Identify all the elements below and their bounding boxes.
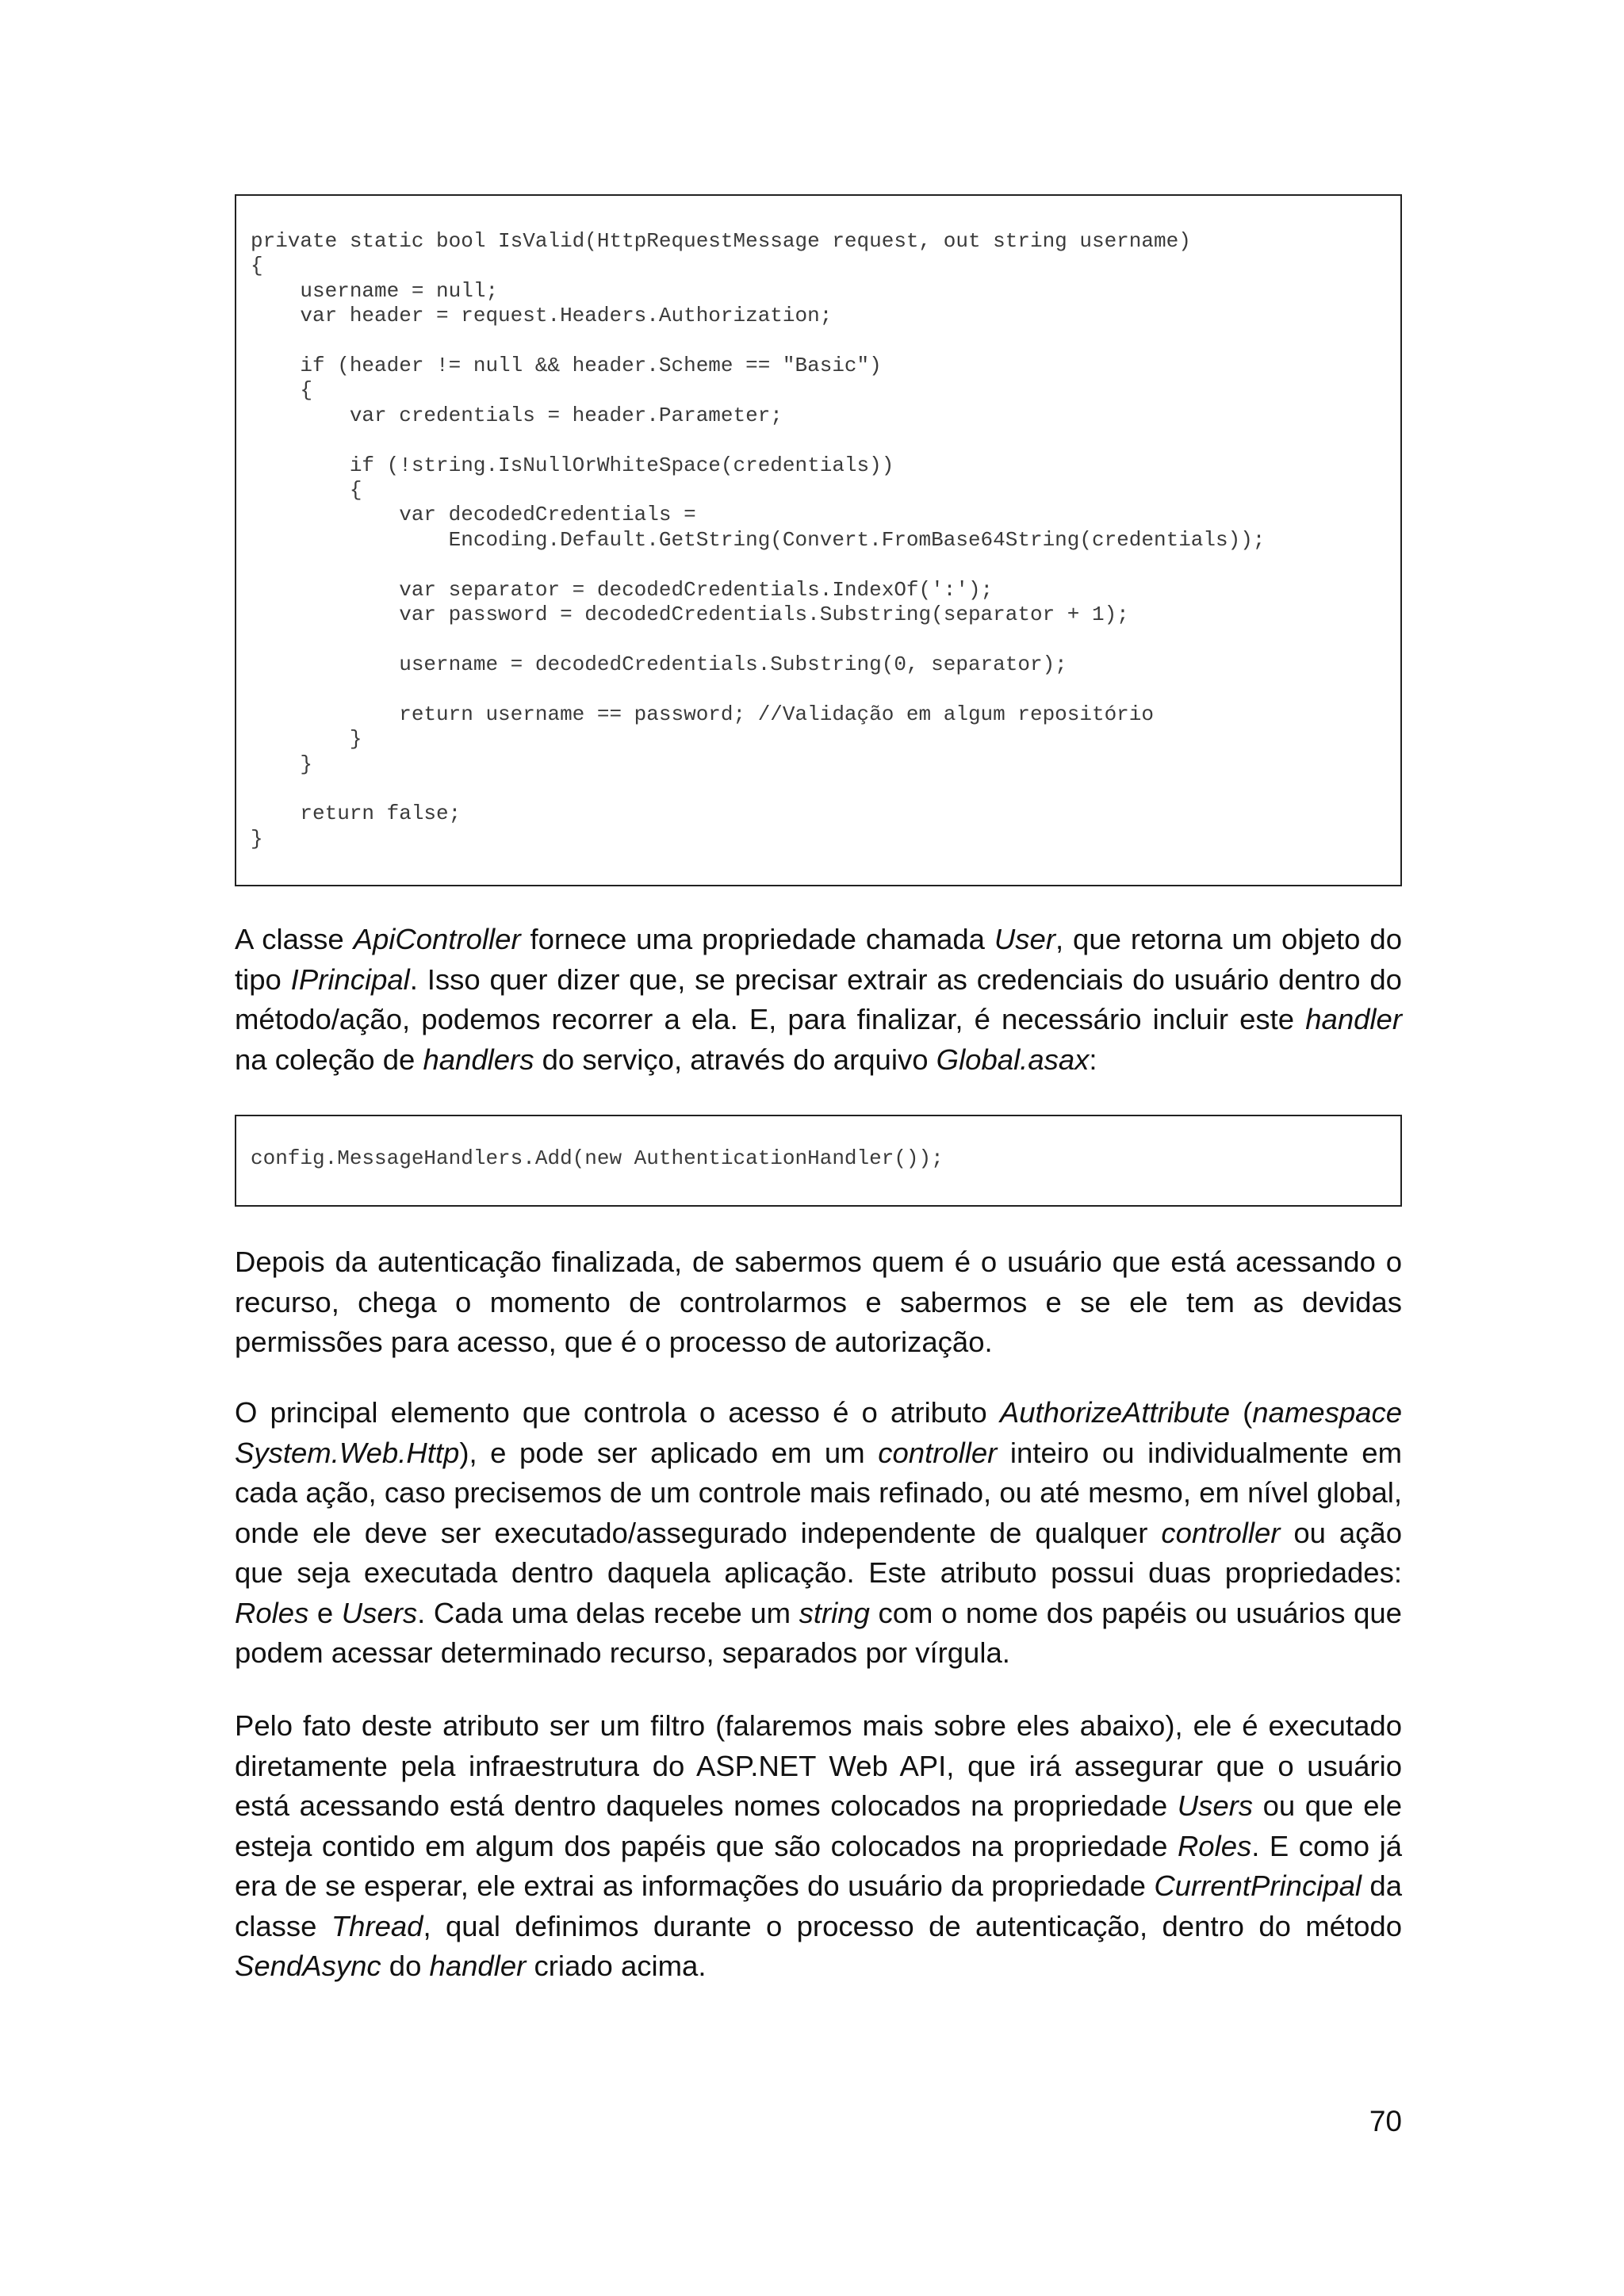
paragraph-3-run-3: ( (1230, 1396, 1253, 1429)
paragraph-4-run-9: , qual definimos durante o processo de autenticação, dentro do método (423, 1909, 1403, 1942)
paragraph-1-run-11: do serviço, através do arquivo (534, 1043, 936, 1076)
paragraph-1-run-5: , que retorna um objeto do tipo (235, 923, 1402, 996)
code-block-isvalid (235, 194, 1402, 886)
paragraph-4-run-5: . E como já era de se esperar, ele extrai as informações do usuário da propriedade (235, 1829, 1402, 1902)
paragraph-4-run-12: handler (429, 1950, 527, 1982)
paragraph-4-run-7: da classe (235, 1869, 1402, 1942)
paragraph-3-run-6: controller (878, 1436, 998, 1469)
code-block-config (235, 1115, 1402, 1207)
page-number: 70 (1369, 2105, 1402, 2137)
paragraph-3-run-4: namespace System.Web.Http (235, 1396, 1402, 1469)
paragraph-3-run-1: O principal elemento que controla o acesso é o atributo (235, 1396, 1000, 1429)
paragraph-2 (235, 1242, 1402, 1363)
paragraph-4-run-2: Users (1177, 1789, 1254, 1822)
paragraph-1-run-8: handler (1305, 1003, 1402, 1035)
paragraph-4-run-6: CurrentPrincipal (1154, 1869, 1362, 1902)
paragraph-4-run-10: SendAsync (235, 1950, 381, 1982)
paragraph-4-run-8: Thread (331, 1909, 423, 1942)
paragraph-4-run-4: Roles (1177, 1829, 1252, 1862)
paragraph-1-run-10: handlers (423, 1043, 534, 1076)
paragraph-1-run-4: User (994, 923, 1055, 955)
paragraph-1 (235, 920, 1402, 1080)
paragraph-3-run-13: . Cada uma delas recebe um (417, 1596, 799, 1629)
paragraph-3-run-2: AuthorizeAttribute (999, 1396, 1230, 1429)
paragraph-3-run-9: ou ação que seja executada dentro daquela aplicação. Este atributo possui duas propriedades: (235, 1516, 1403, 1589)
paragraph-4-run-13: criado acima. (526, 1950, 707, 1982)
paragraph-3 (235, 1393, 1402, 1674)
paragraph-4-run-11: do (381, 1950, 430, 1982)
paragraph-1-run-1: A classe (235, 923, 354, 955)
paragraph-1-run-9: na coleção de (235, 1043, 423, 1076)
paragraph-1-run-6: IPrincipal (290, 962, 410, 996)
paragraph-1-run-2: ApiController (353, 923, 521, 955)
paragraph-1-run-12: Global.asax (936, 1043, 1090, 1076)
paragraph-3-run-14: string (799, 1596, 870, 1629)
paragraph-3-run-7: inteiro ou individualmente em cada ação, caso precisemos de um controle mais refinado, ou até mesmo, em nível global, onde ele deve ser executado/assegurado independente de qualquer (235, 1436, 1402, 1549)
paragraph-4-run-3: ou que ele esteja contido em algum dos papéis que são colocados na propriedade (235, 1789, 1402, 1862)
paragraph-1-run-13: : (1089, 1043, 1097, 1076)
paragraph-3-run-15: com o nome dos papéis ou usuários que podem acessar determinado recurso, separados por vírgula. (235, 1596, 1402, 1669)
paragraph-3-run-10: Roles (235, 1596, 309, 1629)
paragraph-1-run-7: . Isso quer dizer que, se precisar extrair as credenciais do usuário dentro do método/ação, podemos recorrer a ela. E, para finalizar, é necessário incluir este (235, 962, 1402, 1035)
paragraph-1-run-3: fornece uma propriedade chamada (520, 923, 994, 955)
paragraph-3-run-5: ), e pode ser aplicado em um (459, 1436, 879, 1469)
paragraph-4-run-1: Pelo fato deste atributo ser um filtro (falaremos mais sobre eles abaixo), ele é executado diretamente pela infraestrutura do ASP.NET Web API, que irá assegurar que o usuário está acessando está dentro daqueles nomes colocados na propriedade (235, 1709, 1402, 1822)
paragraph-3-run-11: e (308, 1596, 342, 1629)
paragraph-4 (235, 1706, 1402, 1987)
code-config-text: config.MessageHandlers.Add(new AuthenticationHandler()); (251, 1146, 944, 1170)
code-isvalid-text: private static bool IsValid(HttpRequestMessage request, out string username) { username = null; var header = request.Headers.Authorization; if (header != null && header.Scheme == "Basic") { var credentials = header.Parameter; if (!string.IsNullOrWhiteSpace(credentials)) { var decodedCredentials = Encoding.Default.GetString(Convert.FromBase64String(credentials)); var separator = decodedCredentials.IndexOf(':'); var password = decodedCredentials.Substring(separator + 1); username = decodedCredentials.Substring(0, separator); return username == password; //Validação em algum repositório } } return false; } (251, 229, 1266, 851)
paragraph-3-run-12: Users (341, 1596, 418, 1629)
paragraph-2-run-1: Depois da autenticação finalizada, de sabermos quem é o usuário que está acessando o recurso, chega o momento de controlarmos e sabermos e se ele tem as devidas permissões para acesso, que é o processo de autorização. (235, 1246, 1402, 1358)
paragraph-3-run-8: controller (1161, 1516, 1281, 1549)
